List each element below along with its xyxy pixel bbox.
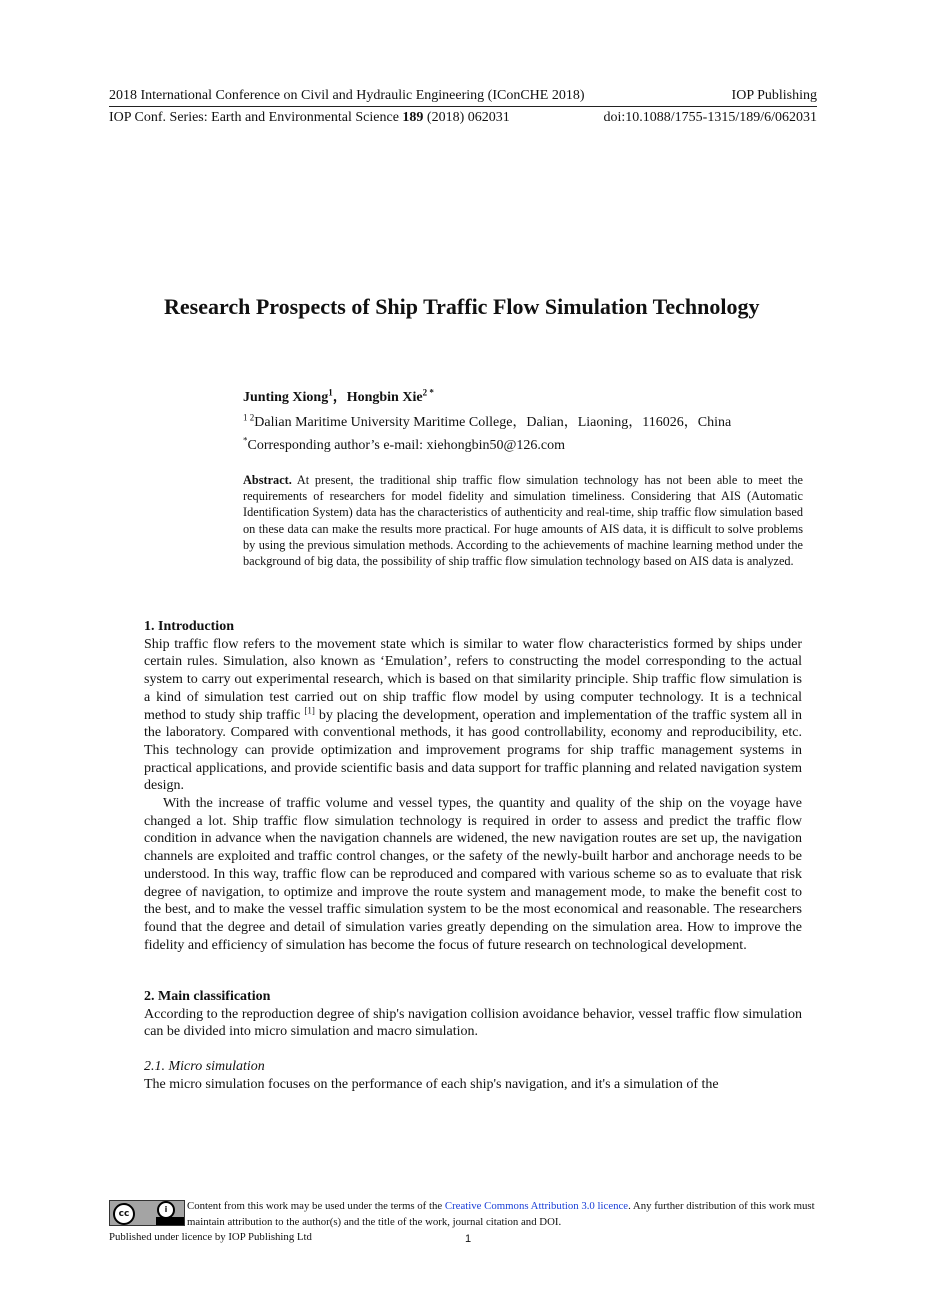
volume-number: 189 [402,110,424,125]
abstract-text: At present, the traditional ship traffic flow simulation technology has not been able to meet the requirements of researchers for model fidelity and simulation timeliness. Considering that AIS (Automatic Identification System) data has the characteristics of authenticity and real-time, ship traffic flow simulation based on these data can make the results more practical. For huge amounts of AIS data, it is difficult to solve problems by using the previous simulation methods. According to the achievements of machine learning method under the background of big data, the possibility of ship traffic flow simulation technology based on AIS data is analyzed. [243,473,803,569]
paragraph-text: by placing the development, operation and implementation of the traffic system all in the laboratory. Compared with conventional methods, it has good controllability, economy and reproducibility, etc. This technology can provide optimization and improvement programs for ship traffic management systems in practical applications, and provide scientific basis and data support for traffic planning and related navigation system design. [144,707,802,794]
author-separator: ， [332,390,347,405]
cc-by-license-icon[interactable] [109,1200,185,1226]
corresponding-author [243,435,565,454]
page-number: 1 [465,1233,472,1245]
paragraph: The micro simulation focuses on the performance of each ship's navigation, and it's a simulation of the [144,1076,719,1092]
author-name: Hongbin Xie [346,390,423,405]
section-main-classification [144,988,802,1041]
paragraph: According to the reproduction degree of ship's navigation collision avoidance behavior, vessel traffic flow simulation can be divided into micro simulation and macro simulation. [144,1006,802,1040]
by-label-bar [156,1217,184,1225]
cc-icon: cc [113,1203,135,1225]
author-list [243,386,434,406]
paper-title: Research Prospects of Ship Traffic Flow Simulation Technology [164,294,760,319]
license-link[interactable]: Creative Commons Attribution 3.0 licence [444,1200,629,1212]
running-header-line-1 [109,88,817,107]
affiliation-text: Dalian Maritime University Maritime College，Dalian，Liaoning，116026，China [254,415,732,430]
affiliation [243,411,731,431]
section-heading: 1. Introduction [144,619,234,634]
paragraph: With the increase of traffic volume and vessel types, the quantity and quality of the ship on the voyage have changed a lot. Ship traffic flow simulation technology is required in order to assess and predict the traffic flow condition in advance when the navigation channels are widened, the new navigation routes are set up, the navigation channels are exploited and traffic control changes, or the safety of the newly-built harbor and anchorage needs to be understood. In this way, traffic flow can be reproduced and compared with various scheme so as to evaluate that risk degree of navigation, to optimize and improve the route system and management mode, to make the benefit cost to the best, and to make the vessel traffic simulation system to be the most economical and reasonable. The researchers found that the degree and detail of simulation varies greatly depending on the simulation area. How to improve the fidelity and efficiency of simulation has become the focus of future research on technological development. [144,796,802,953]
section-introduction [144,618,802,954]
journal-citation [109,110,510,126]
running-header-line-2 [109,110,817,126]
license-text: . Any further distribution of this work must maintain attribution to the author(s) and the title of the work, journal citation and DOI. [187,1200,815,1228]
author-affiliation-marker: 2 * [422,387,434,398]
affiliation-marker: 1 2 [243,412,255,423]
abstract-label: Abstract. [243,473,292,487]
paragraph-text: Ship traffic flow refers to the movement state which is similar to water flow characteristics formed by ships under certain rules. Simulation, also known as ‘Emulation’, refers to constructing the model corresponding to the actual system to carry out experimental research, which is based on that similarity principle. Ship traffic flow simulation is a kind of simulation test carried out on ship traffic flow model by using computer technology. It is a technical method to study ship traffic [144,636,802,723]
published-notice: Published under licence by IOP Publishing Ltd [109,1231,312,1243]
by-icon: i [157,1201,175,1219]
year-article: (2018) 062031 [423,110,510,125]
author-affiliation-marker: 1 [328,387,333,398]
corresponding-marker: * [243,435,248,446]
conference-name: 2018 International Conference on Civil and Hydraulic Engineering (IConCHE 2018) [109,88,585,103]
doi-link[interactable]: doi:10.1088/1755-1315/189/6/062031 [603,110,817,125]
corresponding-text: Corresponding author’s e-mail: xiehongbin50@126.com [247,438,565,453]
license-text: Content from this work may be used under the terms of the [187,1200,445,1212]
subsection-heading: 2.1. Micro simulation [144,1059,265,1074]
subsection-micro-simulation [144,1058,802,1093]
author-name: Junting Xiong [243,390,329,405]
license-notice [187,1198,817,1230]
series-name: IOP Conf. Series: Earth and Environmental Science [109,110,403,125]
citation-ref[interactable]: [1] [304,704,315,715]
paragraph [144,636,802,795]
section-heading: 2. Main classification [144,989,271,1004]
publisher-name: IOP Publishing [731,88,817,103]
abstract [243,472,803,569]
